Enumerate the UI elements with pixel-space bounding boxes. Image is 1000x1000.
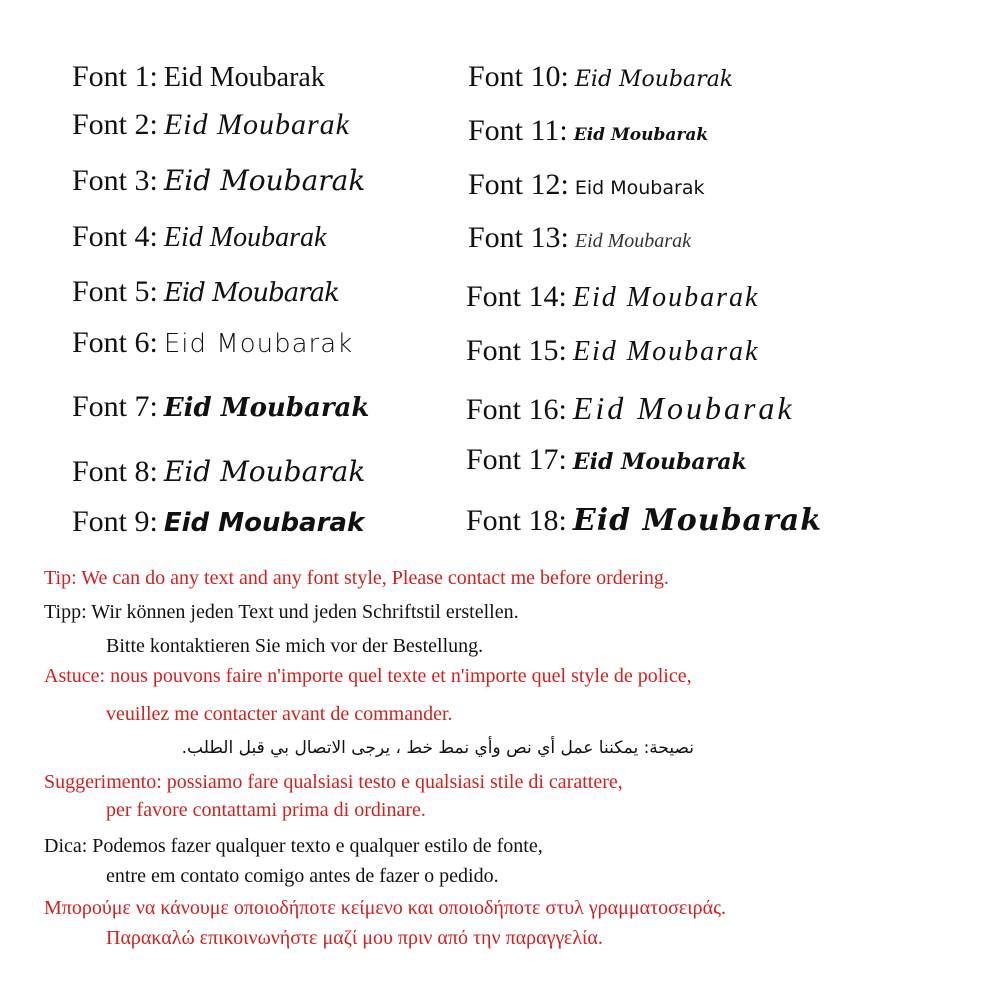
font-sample: Eid Moubarak (163, 164, 366, 197)
font-label: Font 13: (468, 221, 569, 254)
font-row-10 (468, 60, 733, 94)
font-label: Font 12: (468, 168, 569, 201)
font-label: Font 11: (468, 114, 568, 147)
font-sample: Eid Moubarak (574, 67, 734, 92)
font-row-3 (72, 164, 365, 198)
font-label: Font 17: (466, 443, 567, 476)
font-sample: Eid Moubarak (572, 390, 795, 426)
font-row-18 (466, 503, 822, 538)
tip-greek-line2: Παρακαλώ επικοινωνήστε μαζί μου πριν από την παραγγελία. (106, 927, 603, 949)
font-row-15 (466, 334, 759, 368)
font-sample: Eid Moubarak (163, 62, 325, 93)
font-row-11 (468, 114, 708, 148)
font-sample: Eid Moubarak (573, 125, 709, 145)
font-row-6 (72, 326, 353, 360)
tip-portuguese-line1: Dica: Podemos fazer qualquer texto e qualquer estilo de fonte, (44, 835, 543, 857)
font-label: Font 16: (466, 393, 567, 426)
font-label: Font 8: (72, 455, 158, 488)
tip-french-line2: veuillez me contacter avant de commander. (106, 703, 453, 725)
font-label: Font 3: (72, 164, 158, 197)
font-label: Font 2: (72, 108, 158, 141)
tip-greek-line1: Μπορούμε να κάνουμε οποιοδήποτε κείμενο και οποιοδήποτε στυλ γραμματοσειράς. (44, 897, 727, 919)
font-sample: Eid Moubarak (572, 282, 760, 313)
font-row-4 (72, 220, 326, 254)
font-row-1 (72, 60, 325, 94)
tip-portuguese-line2: entre em contato comigo antes de fazer o pedido. (106, 865, 499, 887)
font-sample: Eid Moubarak (572, 449, 747, 475)
font-label: Font 4: (72, 220, 158, 253)
font-label: Font 18: (466, 504, 567, 537)
font-row-14 (466, 280, 759, 314)
font-sample: Eid Moubarak (163, 508, 365, 538)
font-row-16 (466, 390, 795, 427)
font-label: Font 7: (72, 390, 158, 423)
font-sample: Eid Moubarak (163, 108, 350, 141)
font-label: Font 9: (72, 505, 158, 538)
tip-arabic: نصيحة: يمكننا عمل أي نص وأي نمط خط ، يرجى الاتصال بي قبل الطلب. (181, 738, 694, 758)
font-row-2 (72, 108, 350, 142)
tip-italian-line1: Suggerimento: possiamo fare qualsiasi testo e qualsiasi stile di carattere, (44, 771, 623, 793)
font-sample: Eid Moubarak (163, 222, 327, 253)
font-row-7 (72, 390, 369, 424)
font-row-8 (72, 455, 365, 489)
font-sample: Eid Moubarak (574, 177, 705, 199)
tip-french-line1: Astuce: nous pouvons faire n'importe quel texte et n'importe quel style de police, (44, 665, 692, 687)
tip-german-line1: Tipp: Wir können jeden Text und jeden Schriftstil erstellen. (44, 601, 519, 623)
font-row-17 (466, 443, 747, 477)
font-sample: Eid Moubarak (163, 455, 366, 488)
font-row-13 (468, 221, 691, 255)
font-row-12 (468, 168, 704, 202)
tip-german-line2: Bitte kontaktieren Sie mich vor der Bestellung. (106, 635, 484, 657)
font-sample: Eid Moubarak (574, 230, 691, 252)
font-sample: Eid Moubarak (163, 278, 339, 308)
tip-italian-line2: per favore contattami prima di ordinare. (106, 799, 426, 821)
font-sample: Eid Moubarak (572, 336, 760, 367)
font-label: Font 14: (466, 280, 567, 313)
font-label: Font 10: (468, 60, 569, 93)
font-row-9 (72, 505, 364, 539)
font-label: Font 6: (72, 326, 158, 359)
font-sample: Eid Moubarak (163, 393, 370, 423)
tip-english: Tip: We can do any text and any font style, Please contact me before ordering. (44, 567, 669, 589)
font-sample: Eid Moubarak (163, 329, 354, 359)
font-label: Font 1: (72, 60, 158, 93)
font-sample: Eid Moubarak (572, 503, 823, 538)
font-label: Font 15: (466, 334, 567, 367)
font-label: Font 5: (72, 275, 158, 308)
font-row-5 (72, 275, 339, 309)
